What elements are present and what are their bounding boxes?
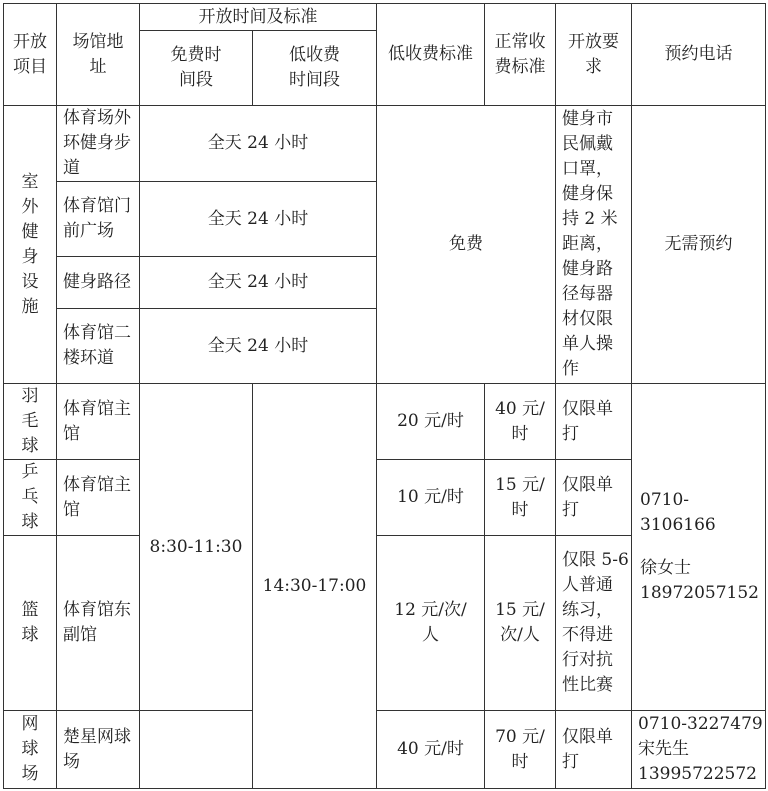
venue-schedule-table: [3, 3, 766, 789]
header-normal-fee: 正常收费标准: [485, 4, 556, 106]
table-row: [4, 384, 766, 460]
tennis-normal-fee: 70 元/时: [485, 711, 556, 789]
outdoor-item: 室外健身设施: [4, 106, 57, 384]
indoor-low-fee: 10 元/时: [377, 460, 485, 536]
indoor-low-period: 14:30-17:00: [253, 384, 377, 789]
outdoor-hours: 全天 24 小时: [140, 106, 377, 182]
tennis-phone: [632, 711, 766, 789]
tennis-phone-mobile: 13995722572: [638, 764, 757, 784]
tennis-phone-number: 0710-3227479: [638, 714, 763, 734]
indoor-venue: 体育馆主馆: [57, 460, 140, 536]
header-hours-group: 开放时间及标准: [140, 4, 377, 31]
indoor-item: 篮球: [4, 536, 57, 711]
outdoor-venue: 体育馆门前广场: [57, 182, 140, 257]
tennis-venue: 楚星网球场: [57, 711, 140, 789]
header-venue: 场馆地址: [57, 4, 140, 106]
indoor-phone-mobile: 18972057152: [640, 583, 759, 603]
tennis-low-fee: 40 元/时: [377, 711, 485, 789]
indoor-low-fee: 12 元/次/人: [377, 536, 485, 711]
header-low-fee: 低收费标准: [377, 4, 485, 106]
indoor-requirement: 仅限单打: [556, 460, 632, 536]
tennis-free-period: [140, 711, 253, 789]
table-row: [4, 106, 766, 182]
outdoor-hours: 全天 24 小时: [140, 182, 377, 257]
header-item: 开放项目: [4, 4, 57, 106]
outdoor-hours: 全天 24 小时: [140, 309, 377, 384]
outdoor-hours: 全天 24 小时: [140, 257, 377, 309]
indoor-phone-number: 0710-3106166: [640, 490, 716, 535]
indoor-item: 乒乓球: [4, 460, 57, 536]
outdoor-venue: 健身路径: [57, 257, 140, 309]
header-requirement: 开放要求: [556, 4, 632, 106]
tennis-item: 网球场: [4, 711, 57, 789]
outdoor-fee: 免费: [377, 106, 556, 384]
header-low-period: 低收费时间段: [253, 31, 377, 106]
table-row: [4, 711, 766, 789]
outdoor-phone: 无需预约: [632, 106, 766, 384]
indoor-normal-fee: 40 元/时: [485, 384, 556, 460]
indoor-item: 羽毛球: [4, 384, 57, 460]
indoor-normal-fee: 15 元/次/人: [485, 536, 556, 711]
header-phone: 预约电话: [632, 4, 766, 106]
header-row: [4, 4, 766, 31]
indoor-phone: [632, 384, 766, 711]
tennis-requirement: 仅限单打: [556, 711, 632, 789]
indoor-phone-contact: 徐女士: [640, 558, 691, 578]
outdoor-requirement: 健身市民佩戴口罩，健身保持 2 米距离，健身路径每器材仅限单人操作: [556, 106, 632, 384]
header-free-period: 免费时间段: [140, 31, 253, 106]
indoor-requirement: 仅限单打: [556, 384, 632, 460]
indoor-venue: 体育馆主馆: [57, 384, 140, 460]
tennis-phone-contact: 宋先生: [638, 739, 689, 759]
indoor-normal-fee: 15 元/时: [485, 460, 556, 536]
indoor-requirement: 仅限 5-6 人普通练习，不得进行对抗性比赛: [556, 536, 632, 711]
indoor-free-period: 8:30-11:30: [140, 384, 253, 711]
indoor-venue: 体育馆东副馆: [57, 536, 140, 711]
outdoor-venue: 体育场外环健身步道: [57, 106, 140, 182]
indoor-low-fee: 20 元/时: [377, 384, 485, 460]
outdoor-venue: 体育馆二楼环道: [57, 309, 140, 384]
